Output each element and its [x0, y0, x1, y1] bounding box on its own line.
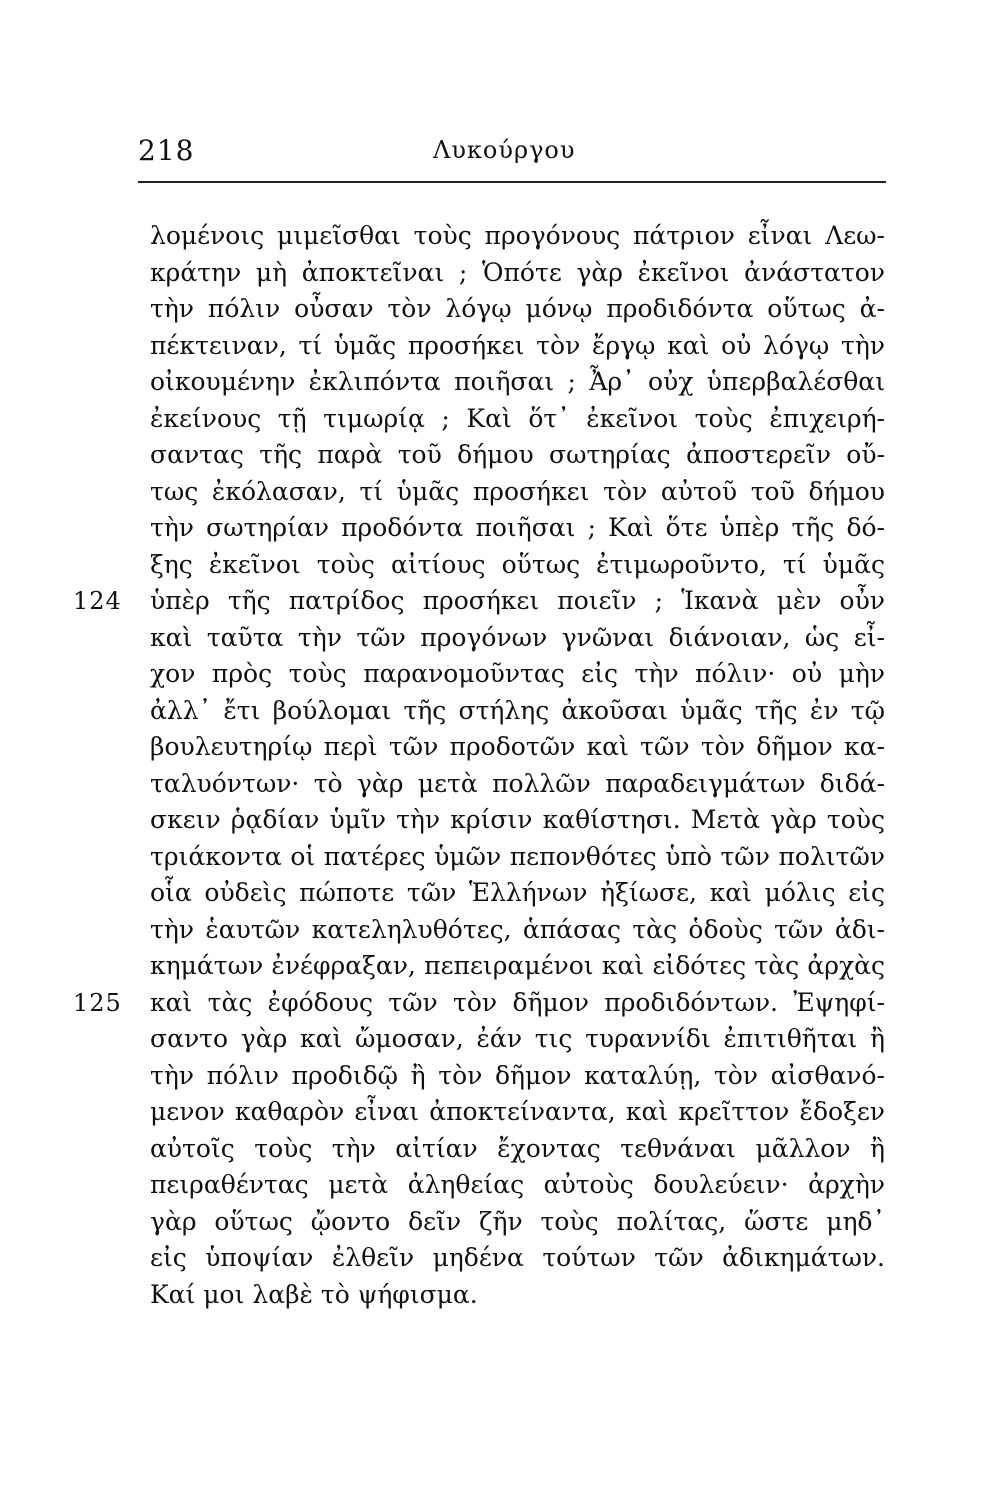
text-line: ὑπὲρ τῆς πατρίδος προσήκει ποιεῖν ; Ἱκανὰ μὲν οὖν — [150, 586, 885, 615]
section-number-125: 125 — [73, 988, 122, 1017]
text-line: τριάκοντα οἱ πατέρες ὑμῶν πεπονθότες ὑπὸ τῶν πολιτῶν — [150, 841, 885, 871]
text-line: τὴν ἑαυτῶν κατεληλυθότες, ἁπάσας τὰς ὁδοὺς τῶν ἀδι- — [150, 914, 885, 944]
text-line: βουλευτηρίῳ περὶ τῶν προδοτῶν καὶ τῶν τὸν δῆμον κα- — [150, 732, 885, 761]
text-line: τὴν πόλιν προδιδῷ ἢ τὸν δῆμον καταλύῃ, τὸν αἰσθανό- — [150, 1060, 885, 1090]
text-line: αὐτοῖς τοὺς τὴν αἰτίαν ἔχοντας τεθνάναι μᾶλλον ἢ — [150, 1133, 885, 1163]
section-125-line — [73, 985, 885, 1022]
section-124-line — [73, 583, 885, 620]
text-line: εἰς ὑποψίαν ἐλθεῖν μηδένα τούτων τῶν ἀδικημάτων. — [150, 1243, 885, 1272]
text-line: τως ἐκόλασαν, τί ὑμᾶς προσήκει τὸν αὐτοῦ τοῦ δήμου — [150, 476, 885, 506]
text-line: πέκτειναν, τί ὑμᾶς προσήκει τὸν ἔργῳ καὶ οὐ λόγῳ τὴν — [150, 330, 885, 360]
greek-text-body — [73, 218, 885, 1313]
text-line: σκειν ῥᾳδίαν ὑμῖν τὴν κρίσιν καθίστησι. Μετὰ γὰρ τοὺς — [150, 805, 885, 834]
text-line: Καί μοι λαβὲ τὸ ψήφισμα. — [150, 1279, 478, 1309]
text-line: καὶ ταῦτα τὴν τῶν προγόνων γνῶναι διάνοιαν, ὡς εἶ- — [150, 622, 885, 652]
text-line: ἐκείνους τῇ τιμωρίᾳ ; Καὶ ὅτ᾽ ἐκεῖνοι τοὺς ἐπιχειρή- — [150, 403, 885, 433]
text-line: σαντας τῆς παρὰ τοῦ δήμου σωτηρίας ἀποστερεῖν οὔ- — [150, 440, 885, 469]
text-line: ἀλλ᾽ ἔτι βούλομαι τῆς στήλης ἀκοῦσαι ὑμᾶς τῆς ἐν τῷ — [150, 695, 885, 725]
text-line: γὰρ οὕτως ᾤοντο δεῖν ζῆν τοὺς πολίτας, ὥστε μηδ᾽ — [150, 1206, 885, 1236]
text-line: οἷα οὐδεὶς πώποτε τῶν Ἑλλήνων ἠξίωσε, καὶ μόλις εἰς — [150, 878, 885, 907]
text-line: χον πρὸς τοὺς παρανομοῦντας εἰς τὴν πόλιν· οὐ μὴν — [150, 659, 885, 688]
text-line: τὴν πόλιν οὖσαν τὸν λόγῳ μόνῳ προδιδόντα οὕτως ἀ- — [150, 294, 885, 323]
text-line: ξης ἐκεῖνοι τοὺς αἰτίους οὕτως ἐτιμωροῦντο, τί ὑμᾶς — [150, 549, 885, 579]
text-line: μενον καθαρὸν εἶναι ἀποκτείναντα, καὶ κρεῖττον ἔδοξεν — [150, 1097, 885, 1126]
page-number: 218 — [138, 134, 195, 167]
text-line: τὴν σωτηρίαν προδόντα ποιῆσαι ; Καὶ ὅτε ὑπὲρ τῆς δό- — [150, 513, 885, 542]
text-line: κημάτων ἐνέφραξαν, πεπειραμένοι καὶ εἰδότες τὰς ἀρχὰς — [150, 951, 885, 980]
header-rule — [138, 181, 886, 183]
running-title: Λυκούργου — [433, 136, 576, 164]
section-number-124: 124 — [73, 587, 122, 615]
text-line: καὶ τὰς ἐφόδους τῶν τὸν δῆμον προδιδόντων. Ἐψηφί- — [150, 987, 885, 1017]
running-head — [138, 134, 886, 174]
text-line: οἰκουμένην ἐκλιπόντα ποιῆσαι ; Ἆρ᾽ οὐχ ὑπερβαλέσθαι — [150, 367, 885, 396]
text-line: ταλυόντων· τὸ γὰρ μετὰ πολλῶν παραδειγμάτων διδά- — [150, 768, 885, 798]
text-line: σαντο γὰρ καὶ ὤμοσαν, ἐάν τις τυραννίδι ἐπιτιθῆται ἢ — [150, 1024, 885, 1053]
text-line: κράτην μὴ ἀποκτεῖναι ; Ὁπότε γὰρ ἐκεῖνοι ἀνάστατον — [150, 257, 885, 287]
text-line: λομένοις μιμεῖσθαι τοὺς προγόνους πάτριον εἶναι Λεω- — [150, 221, 885, 250]
text-line: πειραθέντας μετὰ ἀληθείας αὐτοὺς δουλεύειν· ἀρχὴν — [150, 1170, 885, 1199]
